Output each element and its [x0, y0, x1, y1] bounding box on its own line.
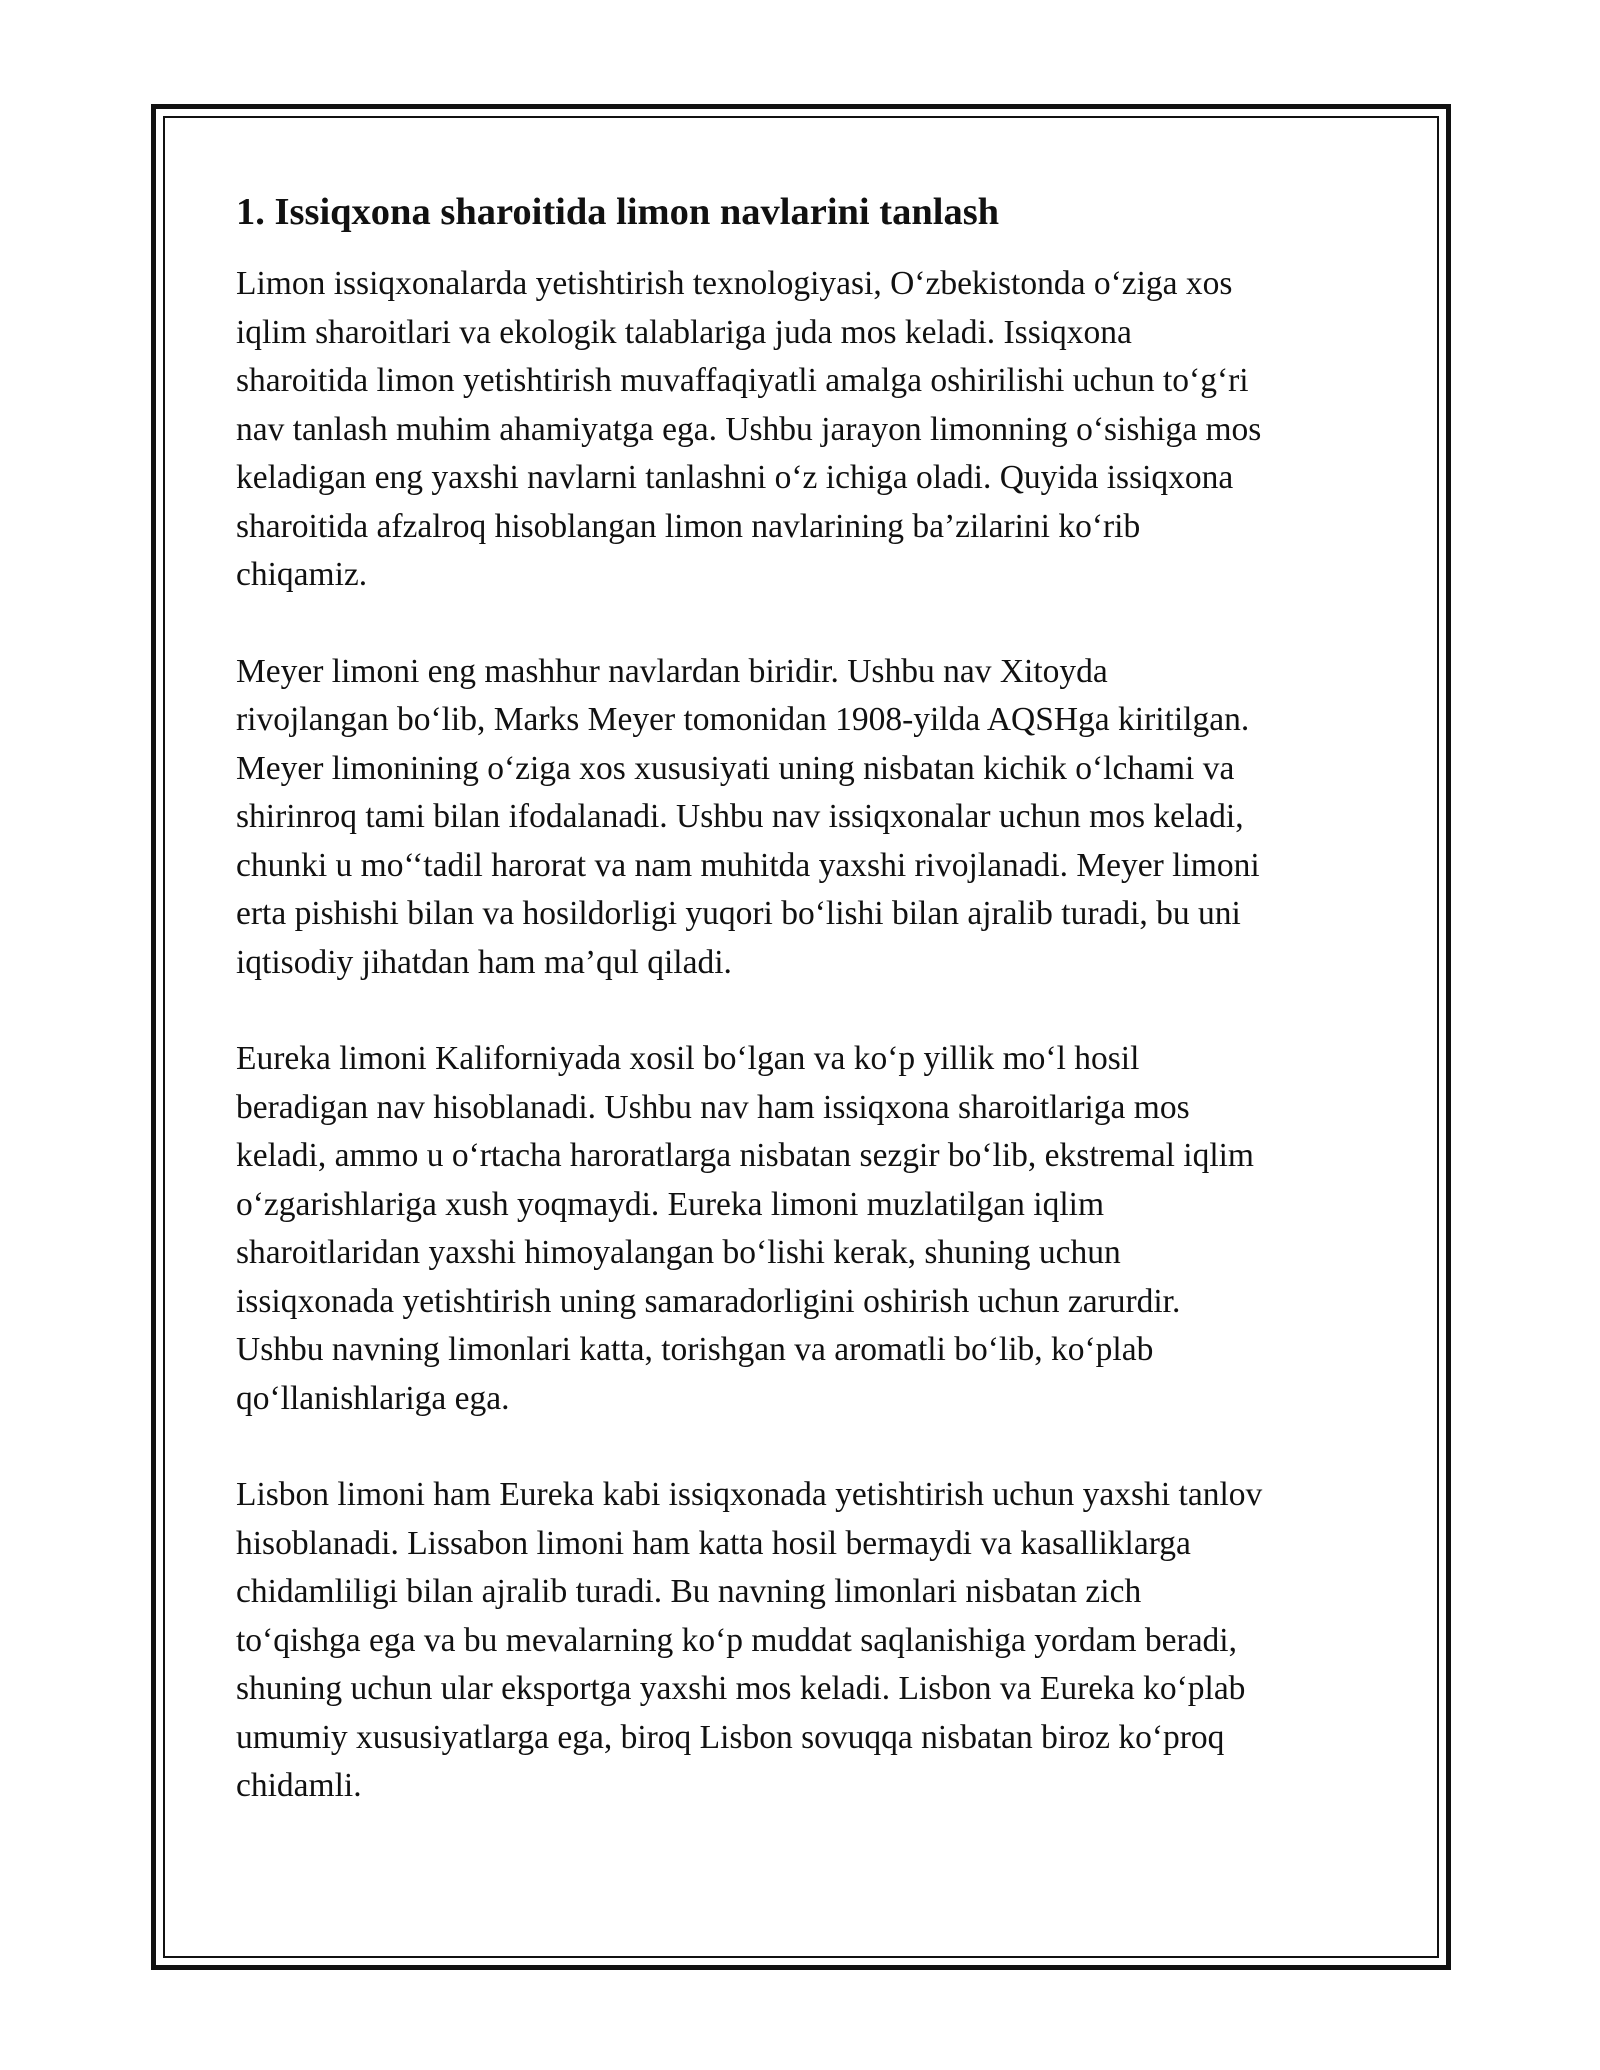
text-line: Eureka limoni Kaliforniyada xosil bo‘lgan va ko‘p yillik mo‘l hosil	[236, 1040, 1140, 1077]
text-line: Meyer limoni eng mashhur navlardan biridir. Ushbu nav Xitoyda	[236, 652, 1108, 690]
text-line: Lisbon limoni ham Eureka kabi issiqxonada yetishtirish uchun yaxshi tanlov	[236, 1476, 1263, 1513]
text-line: Limon issiqxonalarda yetishtirish texnologiyasi, O‘zbekistonda o‘ziga xos	[236, 265, 1233, 302]
paragraph-meyer	[236, 648, 1366, 988]
text-line: o‘zgarishlariga xush yoqmaydi. Eureka limoni muzlatilgan iqlim	[236, 1185, 1105, 1223]
text-line: chidamliligi bilan ajralib turadi. Bu navning limonlari nisbatan zich	[236, 1573, 1142, 1610]
text-line: sharoitida limon yetishtirish muvaffaqiyatli amalga oshirilishi uchun to‘g‘ri	[236, 362, 1249, 399]
text-line: sharoitida afzalroq hisoblangan limon navlarining ba’zilarini ko‘rib	[236, 507, 1141, 545]
section-heading: 1. Issiqxona sharoitida limon navlarini tanlash	[236, 191, 1000, 233]
text-line: chunki u mo‘‘tadil harorat va nam muhitda yaxshi rivojlanadi. Meyer limoni	[236, 846, 1260, 884]
text-line: to‘qishga ega va bu mevalarning ko‘p muddat saqlanishiga yordam beradi,	[236, 1621, 1237, 1659]
text-line: iqlim sharoitlari va ekologik talablariga juda mos keladi. Issiqxona	[236, 313, 1132, 351]
text-line: chidamli.	[236, 1767, 362, 1804]
text-line: hisoblanadi. Lissabon limoni ham katta hosil bermaydi va kasalliklarga	[236, 1524, 1191, 1562]
text-line: nav tanlash muhim ahamiyatga ega. Ushbu jarayon limonning o‘sishiga mos	[236, 410, 1262, 448]
text-line: issiqxonada yetishtirish uning samaradorligini oshirish uchun zarurdir.	[236, 1282, 1181, 1320]
text-line: erta pishishi bilan va hosildorligi yuqori bo‘lishi bilan ajralib turadi, bu uni	[236, 895, 1241, 932]
paragraph-eureka	[236, 1035, 1366, 1423]
text-line: shuning uchun ular eksportga yaxshi mos keladi. Lisbon va Eureka ko‘plab	[236, 1670, 1246, 1707]
text-line: shirinroq tami bilan ifodalanadi. Ushbu nav issiqxonalar uchun mos keladi,	[236, 798, 1244, 835]
text-line: keladi, ammo u o‘rtacha haroratlarga nisbatan sezgir bo‘lib, ekstremal iqlim	[236, 1137, 1254, 1174]
paragraph-lisbon	[236, 1471, 1366, 1811]
text-line: sharoitlaridan yaxshi himoyalangan bo‘lishi kerak, shuning uchun	[236, 1234, 1121, 1271]
text-line: Ushbu navning limonlari katta, torishgan va aromatli bo‘lib, ko‘plab	[236, 1331, 1154, 1368]
text-line: iqtisodiy jihatdan ham ma’qul qiladi.	[236, 943, 732, 981]
document-body	[236, 186, 1366, 1859]
paragraph-intro	[236, 260, 1366, 600]
text-line: keladigan eng yaxshi navlarni tanlashni o‘z ichiga oladi. Quyida issiqxona	[236, 459, 1234, 496]
text-line: chiqamiz.	[236, 556, 368, 593]
text-line: Meyer limonining o‘ziga xos xususiyati uning nisbatan kichik o‘lchami va	[236, 749, 1235, 787]
text-line: qo‘llanishlariga ega.	[236, 1379, 510, 1417]
text-line: rivojlangan bo‘lib, Marks Meyer tomonidan 1908-yilda AQSHga kiritilgan.	[236, 701, 1250, 738]
text-line: beradigan nav hisoblanadi. Ushbu nav ham issiqxona sharoitlariga mos	[236, 1088, 1190, 1126]
text-line: umumiy xususiyatlarga ega, biroq Lisbon sovuqqa nisbatan biroz ko‘proq	[236, 1718, 1225, 1756]
